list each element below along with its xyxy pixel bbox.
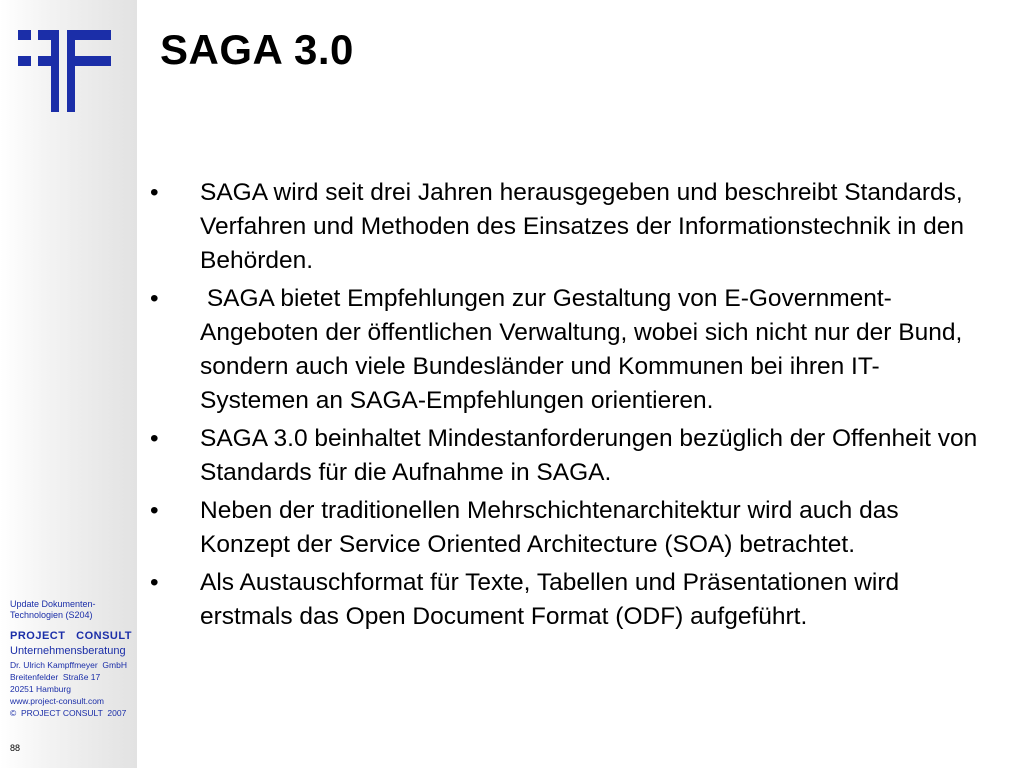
copyright: © PROJECT CONSULT 2007 bbox=[10, 708, 127, 718]
list-item bbox=[150, 494, 980, 562]
slide-title: SAGA 3.0 bbox=[160, 26, 354, 73]
list-item bbox=[150, 176, 980, 278]
bullet-text: Als Austauschformat für Texte, Tabellen und Präsentationen wird erstmals das Open Document Format (ODF) aufgeführt. bbox=[200, 569, 900, 630]
list-item bbox=[150, 566, 980, 634]
list-item bbox=[150, 422, 980, 490]
department: Unternehmensberatung bbox=[10, 645, 126, 657]
bullet-text: SAGA 3.0 beinhaltet Mindestanforderungen bezüglich der Offenheit von Standards für die Aufnahme in SAGA. bbox=[200, 425, 978, 486]
project-consult-logo-icon bbox=[18, 30, 114, 112]
page-number: 88 bbox=[10, 743, 21, 753]
bullet-icon: • bbox=[150, 425, 159, 452]
sidebar-info bbox=[10, 599, 134, 719]
document-title-line: Update Dokumenten- bbox=[10, 599, 96, 609]
bullet-text: SAGA bietet Empfehlungen zur Gestaltung von E-Government-Angeboten der öffentlichen Verwaltung, wobei sich nicht nur der Bund, sondern auch viele Bundesländer und Kommunen bei ihren IT-Systemen an SAGA-Empfehlungen orientieren. bbox=[200, 285, 970, 414]
bullet-text: SAGA wird seit drei Jahren herausgegeben und beschreibt Standards, Verfahren und Methoden des Einsatzes der Informationstechnik in den Behörden. bbox=[200, 179, 965, 274]
document-title bbox=[10, 599, 134, 621]
bullet-icon: • bbox=[150, 569, 159, 596]
document-title-line: Technologien (S204) bbox=[10, 610, 93, 620]
street-address: Breitenfelder Straße 17 bbox=[10, 672, 101, 682]
sidebar bbox=[0, 0, 137, 768]
website-link[interactable]: www.project-consult.com bbox=[10, 696, 105, 706]
bullet-icon: • bbox=[150, 285, 159, 312]
contact-name: Dr. Ulrich Kampffmeyer GmbH bbox=[10, 660, 127, 670]
city: 20251 Hamburg bbox=[10, 684, 71, 694]
bullet-list bbox=[150, 176, 980, 638]
bullet-icon: • bbox=[150, 179, 159, 206]
list-item bbox=[150, 282, 980, 418]
company-name: PROJECT CONSULT bbox=[10, 630, 132, 642]
bullet-icon: • bbox=[150, 497, 159, 524]
bullet-text: Neben der traditionellen Mehrschichtenarchitektur wird auch das Konzept der Service Oriented Architecture (SOA) betrachtet. bbox=[200, 497, 899, 558]
